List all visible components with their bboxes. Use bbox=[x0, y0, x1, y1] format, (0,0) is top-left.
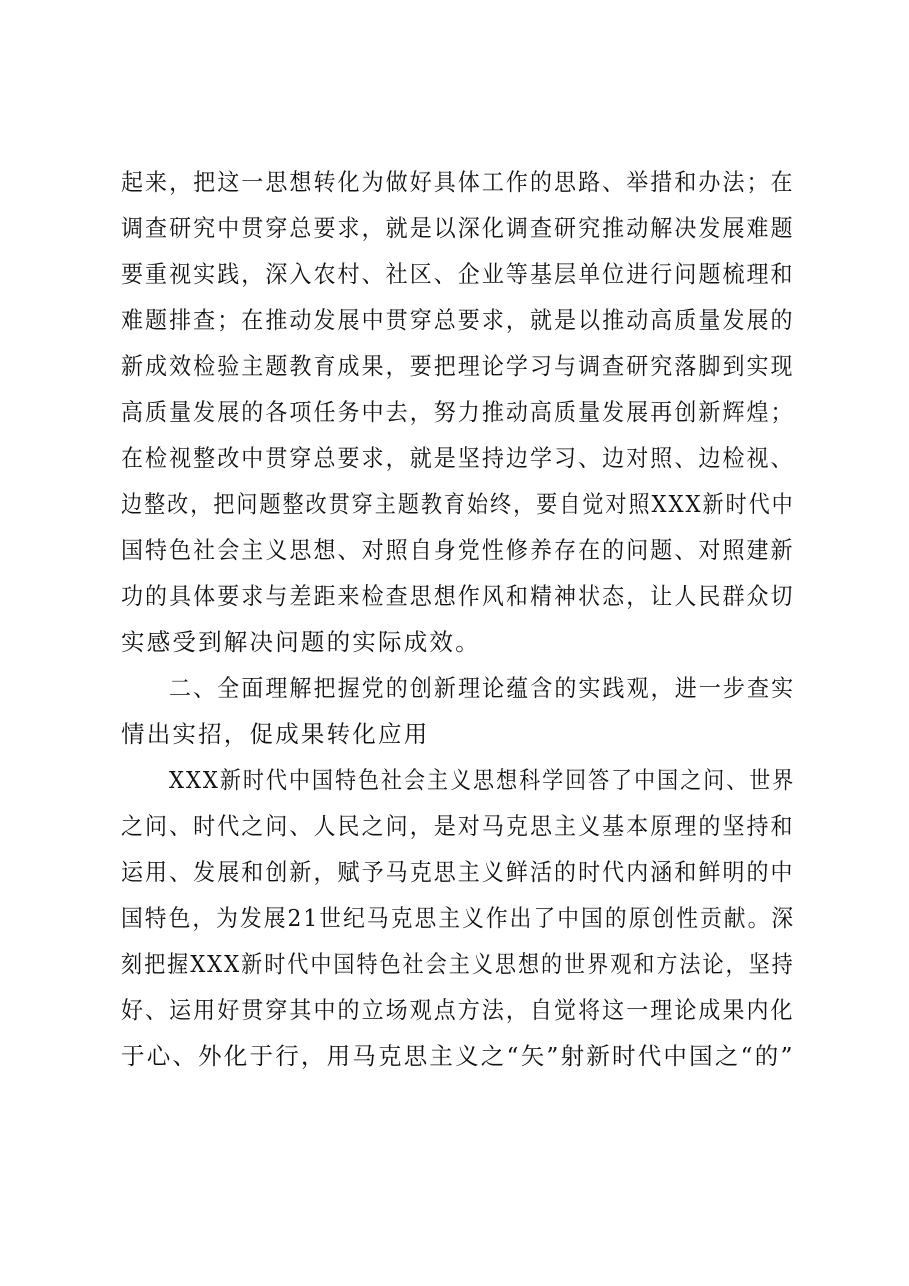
body-text-line: 边整改，把问题整改贯穿主题教育始终，要自觉对照XXX新时代中 bbox=[121, 490, 795, 518]
body-text-line: 好、运用好贯穿其中的立场观点方法，自觉将这一理论成果内化 bbox=[121, 996, 795, 1024]
body-text-line: 刻把握XXX新时代中国特色社会主义思想的世界观和方法论，坚持 bbox=[121, 950, 795, 978]
body-text-line: 新成效检验主题教育成果，要把理论学习与调查研究落脚到实现 bbox=[121, 352, 795, 380]
section-heading-line: 二、全面理解把握党的创新理论蕴含的实践观，进一步查实 bbox=[169, 674, 796, 702]
body-text-line: 运用、发展和创新，赋予马克思主义鲜活的时代内涵和鲜明的中 bbox=[121, 858, 795, 886]
body-text-line: 高质量发展的各项任务中去，努力推动高质量发展再创新辉煌； bbox=[121, 398, 795, 426]
body-text-line: 国特色社会主义思想、对照自身党性修养存在的问题、对照建新 bbox=[121, 536, 795, 564]
body-text-line: 要重视实践，深入农村、社区、企业等基层单位进行问题梳理和 bbox=[121, 260, 795, 288]
section-heading-line: 情出实招，促成果转化应用 bbox=[121, 720, 430, 748]
body-text-line: 调查研究中贯穿总要求，就是以深化调查研究推动解决发展难题 bbox=[121, 214, 795, 242]
body-text-line: 在检视整改中贯穿总要求，就是坚持边学习、边对照、边检视、 bbox=[121, 444, 795, 472]
body-text-line: 实感受到解决问题的实际成效。 bbox=[121, 628, 481, 656]
body-text-line: 起来，把这一思想转化为做好具体工作的思路、举措和办法；在 bbox=[121, 168, 795, 196]
body-text-line: 功的具体要求与差距来检查思想作风和精神状态，让人民群众切 bbox=[121, 582, 795, 610]
body-text-line: 国特色，为发展21世纪马克思主义作出了中国的原创性贡献。深 bbox=[121, 904, 796, 932]
body-text-line: 于心、外化于行，用马克思主义之“矢”射新时代中国之“的” bbox=[121, 1042, 795, 1070]
body-text-line: 之问、时代之问、人民之问，是对马克思主义基本原理的坚持和 bbox=[121, 812, 795, 840]
body-text-line: XXX新时代中国特色社会主义思想科学回答了中国之问、世界 bbox=[169, 766, 796, 794]
body-text-line: 难题排查；在推动发展中贯穿总要求，就是以推动高质量发展的 bbox=[121, 306, 795, 334]
